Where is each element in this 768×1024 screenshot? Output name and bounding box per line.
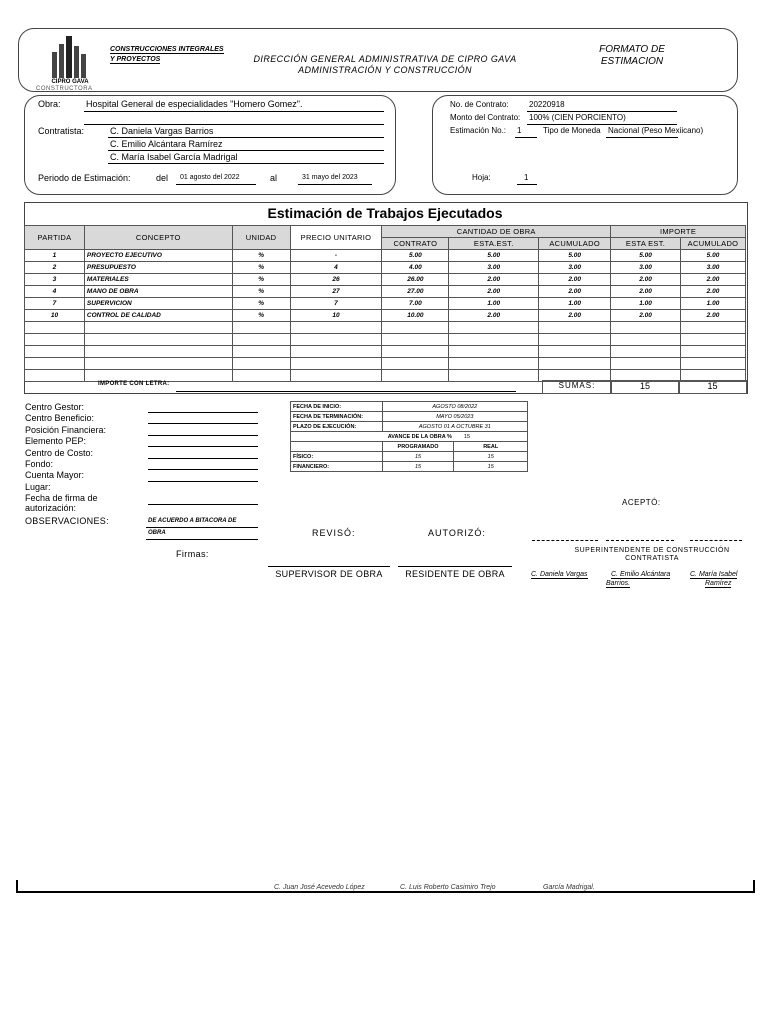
fin-real: 15 xyxy=(454,462,528,472)
cell-acum: 3.00 xyxy=(539,262,611,274)
empty-row xyxy=(25,322,746,334)
cell-acum: 1.00 xyxy=(539,298,611,310)
posicion-financiera-label: Posición Financiera: xyxy=(25,424,107,435)
periodo-label: Periodo de Estimación: xyxy=(38,173,131,183)
reviso-label: REVISÓ: xyxy=(312,528,356,538)
contratista-3: C. María Isabel García Madrigal xyxy=(110,152,238,162)
termino-label: FECHA DE TERMINACIÓN: xyxy=(291,412,383,422)
cell-precio: - xyxy=(290,250,382,262)
cell-partida: 3 xyxy=(25,274,85,286)
cell-precio: 27 xyxy=(290,286,382,298)
monto-label: Monto del Contrato: xyxy=(450,113,521,122)
residente-title: RESIDENTE DE OBRA xyxy=(405,569,505,579)
fisico-prog: 15 xyxy=(382,452,454,462)
fondo-label: Fondo: xyxy=(25,458,54,469)
moneda-label: Tipo de Moneda xyxy=(543,126,601,135)
contratista-title: CONTRATISTA xyxy=(625,555,679,562)
contrato-no-value: 20220918 xyxy=(529,100,565,109)
centro-beneficio-label: Centro Beneficio: xyxy=(25,413,95,424)
cell-imp-esta: 5.00 xyxy=(611,250,681,262)
cell-esta: 3.00 xyxy=(449,262,539,274)
cell-acum: 2.00 xyxy=(539,310,611,322)
empty-row xyxy=(25,346,746,358)
empty-row xyxy=(25,358,746,370)
cell-partida: 2 xyxy=(25,262,85,274)
cell-unidad: % xyxy=(232,262,290,274)
moneda-value: Nacional (Peso Mexiicano) xyxy=(608,126,704,135)
fin-prog: 15 xyxy=(382,462,454,472)
cell-imp-esta: 2.00 xyxy=(611,286,681,298)
centro-costo-label: Centro de Costo: xyxy=(25,447,94,458)
periodo-del-label: del xyxy=(156,173,169,183)
hoja-label: Hoja: xyxy=(472,173,491,182)
cell-esta: 2.00 xyxy=(449,310,539,322)
periodo-del-value: 01 agosto del 2022 xyxy=(180,174,240,181)
hoja-value: 1 xyxy=(524,173,529,182)
cell-esta: 5.00 xyxy=(449,250,539,262)
termino-value: MAYO 05/2023 xyxy=(382,412,527,422)
cell-imp-acum: 1.00 xyxy=(680,298,745,310)
col-imp-esta: ESTA EST. xyxy=(611,238,681,250)
centros-list xyxy=(25,402,145,513)
cell-esta: 2.00 xyxy=(449,274,539,286)
cell-concepto: MANO DE OBRA xyxy=(84,286,232,298)
supervisor-title: SUPERVISOR DE OBRA xyxy=(275,569,383,579)
elemento-pep-label: Elemento PEP: xyxy=(25,436,87,447)
cell-partida: 4 xyxy=(25,286,85,298)
col-importe: IMPORTE xyxy=(611,226,746,238)
periodo-al-value: 31 mayo del 2023 xyxy=(302,174,358,181)
format-title-line1: FORMATO DE xyxy=(599,44,665,55)
observaciones-line2: OBRA xyxy=(148,530,166,536)
cell-contrato: 10.00 xyxy=(382,310,449,322)
estimacion-label: Estimación No.: xyxy=(450,126,507,135)
col-acumulado: ACUMULADO xyxy=(539,238,611,250)
cell-concepto: PRESUPUESTO xyxy=(84,262,232,274)
sign-alcantara: C. Emilio Alcántara xyxy=(611,571,671,578)
cell-imp-acum: 3.00 xyxy=(680,262,745,274)
cell-imp-acum: 2.00 xyxy=(680,310,745,322)
cell-unidad: % xyxy=(232,298,290,310)
table-row xyxy=(25,298,746,310)
sign-garcia-2: Ramírez xyxy=(705,580,732,587)
importe-letra-label: IMPORTE CON LETRA: xyxy=(98,381,170,387)
cell-precio: 4 xyxy=(290,262,382,274)
cell-contrato: 7.00 xyxy=(382,298,449,310)
cell-concepto: MATERIALES xyxy=(84,274,232,286)
cell-partida: 7 xyxy=(25,298,85,310)
programado-header: PROGRAMADO xyxy=(382,442,454,452)
cell-contrato: 27.00 xyxy=(382,286,449,298)
estimation-table xyxy=(24,225,746,382)
plazo-label: PLAZO DE EJECUCIÓN: xyxy=(291,422,383,432)
cell-esta: 2.00 xyxy=(449,286,539,298)
contratista-1: C. Daniela Vargas Barrios xyxy=(110,126,214,136)
col-esta-est: ESTA.EST. xyxy=(449,238,539,250)
plazo-value: AGOSTO 01 A OCTUBRE 31 xyxy=(382,422,527,432)
cell-imp-esta: 2.00 xyxy=(611,310,681,322)
centro-gestor-label: Centro Gestor: xyxy=(25,402,85,412)
company-logo xyxy=(48,34,92,88)
col-cantidad: CANTIDAD DE OBRA xyxy=(382,226,611,238)
col-concepto: CONCEPTO xyxy=(84,226,232,250)
direction-title-line1: DIRECCIÓN GENERAL ADMINISTRATIVA DE CIPRO GAVA xyxy=(253,54,517,64)
obra-value: Hospital General de especialidades "Homero Gomez". xyxy=(86,99,303,109)
estimacion-value: 1 xyxy=(517,126,522,135)
autorizo-label: AUTORIZÓ: xyxy=(428,528,486,538)
company-name-line1: CONSTRUCCIONES INTEGRALES xyxy=(110,46,224,53)
table-row xyxy=(25,262,746,274)
real-header: REAL xyxy=(454,442,528,452)
cell-contrato: 5.00 xyxy=(382,250,449,262)
format-title-line2: ESTIMACION xyxy=(600,56,664,67)
cell-imp-esta: 3.00 xyxy=(611,262,681,274)
monto-value: 100% (CIEN PORCIENTO) xyxy=(529,113,626,122)
fisico-label: FÍSICO: xyxy=(291,452,383,462)
inicio-label: FECHA DE INICIO: xyxy=(291,402,383,412)
financiero-label: FINANCIERO: xyxy=(291,462,383,472)
residente-name: C. Luis Roberto Casimiro Trejo xyxy=(400,884,496,891)
empty-row xyxy=(25,334,746,346)
logo-text: CIPRO GAVA xyxy=(51,79,89,85)
cell-imp-esta: 1.00 xyxy=(611,298,681,310)
table-row xyxy=(25,274,746,286)
direction-title-line2: ADMINISTRACIÓN Y CONSTRUCCIÓN xyxy=(298,65,472,75)
observaciones-line1: DE ACUERDO A BITACORA DE xyxy=(148,518,237,524)
fechas-table xyxy=(290,401,528,472)
cell-unidad: % xyxy=(232,250,290,262)
cell-unidad: % xyxy=(232,310,290,322)
cell-precio: 7 xyxy=(290,298,382,310)
table-row xyxy=(25,250,746,262)
superintendente-title: SUPERINTENDENTE DE CONSTRUCCIÓN xyxy=(574,547,730,554)
contrato-no-label: No. de Contrato: xyxy=(450,100,509,109)
page-cut-mask xyxy=(0,592,768,882)
cell-contrato: 26.00 xyxy=(382,274,449,286)
avance-value: 15 xyxy=(454,432,528,442)
cell-imp-acum: 5.00 xyxy=(680,250,745,262)
sign-vargas: C. Daniela Vargas xyxy=(531,571,588,578)
company-name-line2: Y PROYECTOS xyxy=(110,56,161,63)
cuenta-mayor-label: Cuenta Mayor: xyxy=(25,470,85,481)
logo-sub: CONSTRUCTORA xyxy=(36,86,93,92)
table-row xyxy=(25,310,746,322)
inicio-value: AGOSTO 08/2022 xyxy=(382,402,527,412)
table-row xyxy=(25,286,746,298)
cell-partida: 1 xyxy=(25,250,85,262)
cell-concepto: SUPERVICION xyxy=(84,298,232,310)
fisico-real: 15 xyxy=(454,452,528,462)
cell-partida: 10 xyxy=(25,310,85,322)
sumas-acum: 15 xyxy=(678,380,747,394)
observaciones-label: OBSERVACIONES: xyxy=(25,516,109,526)
cell-imp-acum: 2.00 xyxy=(680,286,745,298)
cell-concepto: PROYECTO EJECUTIVO xyxy=(84,250,232,262)
cell-precio: 26 xyxy=(290,274,382,286)
cell-esta: 1.00 xyxy=(449,298,539,310)
sign-alcantara-2: Barrios. xyxy=(606,580,631,587)
cell-imp-acum: 2.00 xyxy=(680,274,745,286)
cell-unidad: % xyxy=(232,286,290,298)
cell-imp-esta: 2.00 xyxy=(611,274,681,286)
table-title: Estimación de Trabajos Ejecutados xyxy=(267,205,503,221)
col-partida: PARTIDA xyxy=(25,226,85,250)
periodo-al-label: al xyxy=(270,173,278,183)
fecha-firma-label: Fecha de firma de autorización: xyxy=(25,493,98,514)
sumas-label: SUMAS: xyxy=(542,380,612,394)
contratista-label: Contratista: xyxy=(38,126,85,136)
cell-contrato: 4.00 xyxy=(382,262,449,274)
supervisor-name: C. Juan José Acevedo López xyxy=(274,884,365,891)
sumas-esta: 15 xyxy=(610,380,680,394)
cell-concepto: CONTROL DE CALIDAD xyxy=(84,310,232,322)
page-bottom-border xyxy=(16,880,755,893)
obra-label: Obra: xyxy=(38,99,61,109)
firmas-label: Firmas: xyxy=(176,549,209,559)
cell-acum: 2.00 xyxy=(539,274,611,286)
acepto-label: ACEPTÓ: xyxy=(622,498,661,507)
col-imp-acum: ACUMULADO xyxy=(680,238,745,250)
garcia-madrigal: García Madrigal. xyxy=(543,884,595,891)
lugar-label: Lugar: xyxy=(25,481,51,492)
cell-acum: 2.00 xyxy=(539,286,611,298)
col-precio: PRECIO UNITARIO xyxy=(290,226,382,250)
cell-acum: 5.00 xyxy=(539,250,611,262)
contratista-2: C. Emilio Alcántara Ramírez xyxy=(110,139,223,149)
col-unidad: UNIDAD xyxy=(232,226,290,250)
cell-unidad: % xyxy=(232,274,290,286)
cell-precio: 10 xyxy=(290,310,382,322)
sign-garcia: C. María Isabel xyxy=(690,571,738,578)
col-contrato: CONTRATO xyxy=(382,238,449,250)
avance-label: AVANCE DE LA OBRA % xyxy=(291,432,454,442)
